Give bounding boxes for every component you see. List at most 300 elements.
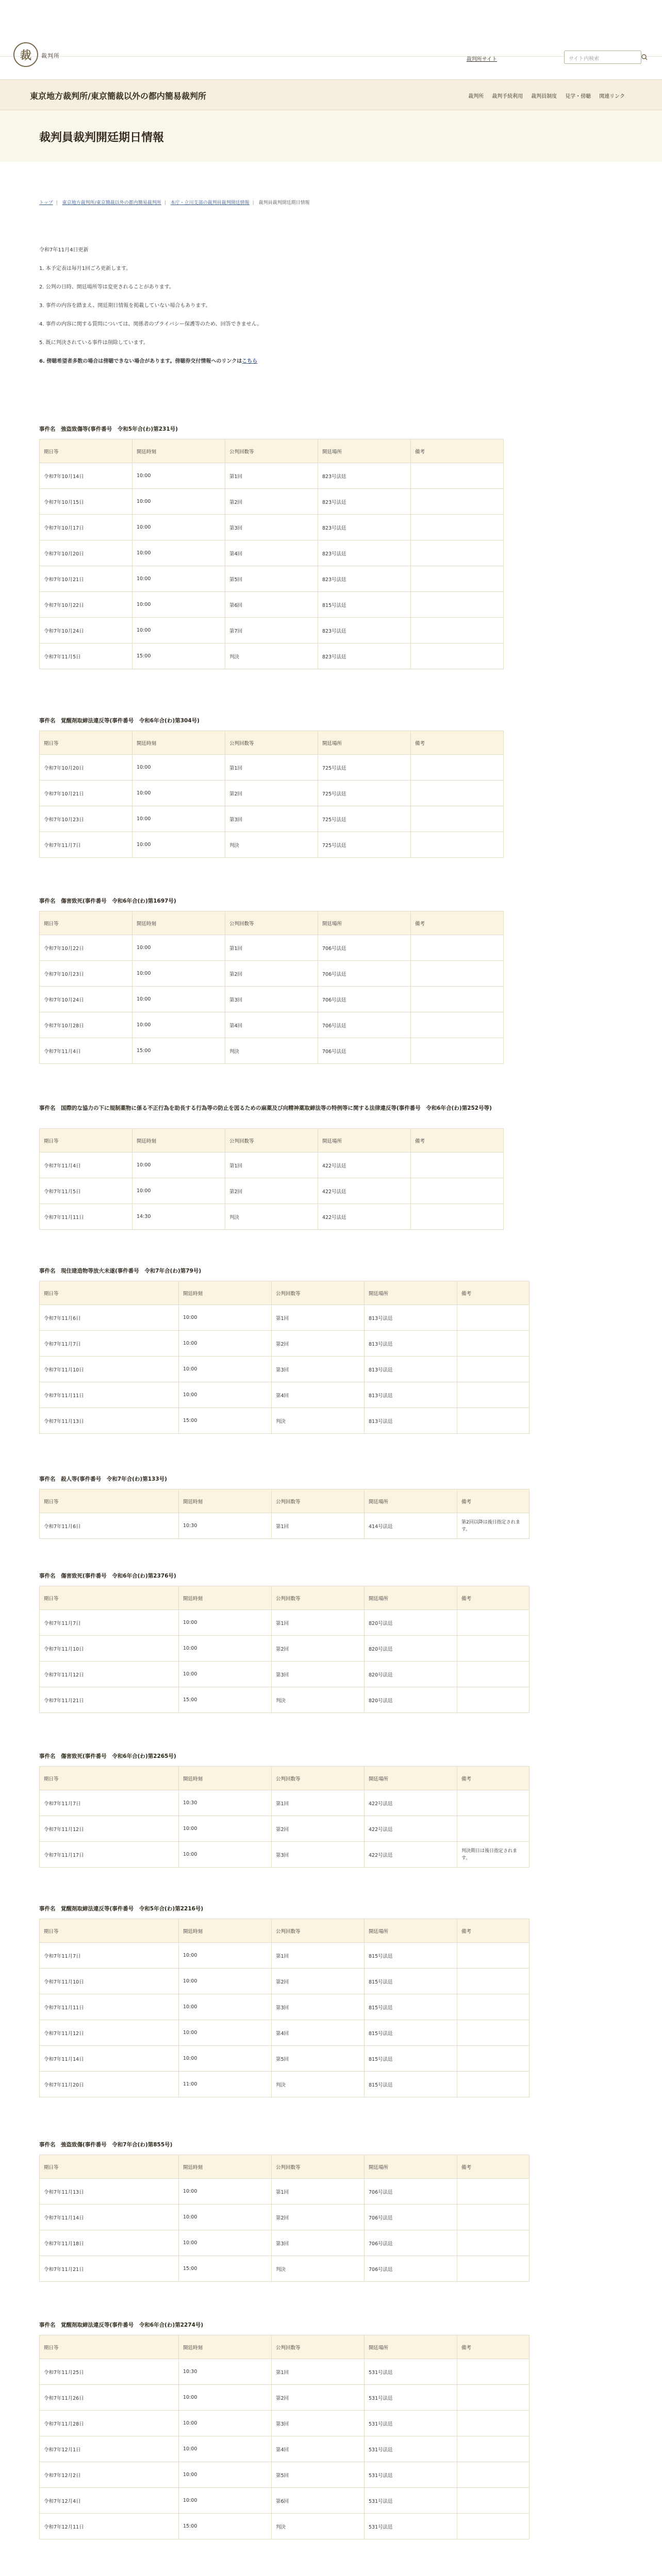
table-cell: 令和7年11月21日 (40, 2256, 179, 2282)
table-row (40, 1842, 529, 1868)
schedule-table (39, 439, 504, 669)
table-cell: 判決 (225, 832, 318, 858)
table-cell (457, 2205, 529, 2230)
case-title: 事件名 傷害致死(事件番号 令和6年合(わ)第1697号) (39, 898, 176, 904)
column-header: 開廷時刻 (133, 731, 225, 755)
column-header: 公判回数等 (272, 1919, 365, 1943)
table-cell: 令和7年11月21日 (40, 1687, 179, 1713)
table-cell: 第1回 (272, 1790, 365, 1816)
column-header: 開廷時刻 (179, 1767, 272, 1790)
column-header: 期日等 (40, 731, 133, 755)
table-cell: 823号法廷 (318, 540, 411, 566)
table-row (40, 643, 504, 669)
table-cell: 813号法廷 (365, 1408, 457, 1434)
site-title[interactable]: 東京地方裁判所/東京簡裁以外の都内簡易裁判所 (30, 91, 206, 101)
updated-date: 令和7年11月4日更新 (39, 247, 89, 253)
table-cell: 令和7年10月17日 (40, 515, 133, 540)
table-cell: 10:00 (179, 1994, 272, 2020)
table-cell: 823号法廷 (318, 643, 411, 669)
case-title: 事件名 殺人等(事件番号 令和7年合(わ)第133号) (39, 1476, 167, 1482)
table-cell: 422号法廷 (318, 1178, 411, 1204)
table-cell (457, 1943, 529, 1969)
table-cell: 815号法廷 (365, 2020, 457, 2046)
column-header: 開廷場所 (365, 2335, 457, 2359)
table-cell: 15:00 (133, 1038, 225, 1064)
column-header: 開廷場所 (318, 731, 411, 755)
table-header-row (40, 1281, 529, 1305)
table-cell: 10:00 (179, 2488, 272, 2514)
table-row (40, 1357, 529, 1382)
table-cell (411, 987, 504, 1012)
table-cell: 第3回 (272, 1357, 365, 1382)
table-cell (411, 1204, 504, 1230)
schedule-table (39, 2335, 529, 2539)
table-cell: 第3回 (272, 1662, 365, 1687)
table-cell (457, 1687, 529, 1713)
table-cell: 令和7年11月7日 (40, 1331, 179, 1357)
table-cell: 10:00 (179, 2179, 272, 2205)
table-cell: 15:00 (179, 1687, 272, 1713)
table-cell: 10:00 (179, 1331, 272, 1357)
table-row (40, 961, 504, 987)
case-title: 事件名 傷害致死(事件番号 令和6年合(わ)第2265号) (39, 1753, 176, 1759)
table-row (40, 463, 504, 489)
case-section (39, 895, 504, 1064)
table-cell (411, 1178, 504, 1204)
column-header: 開廷場所 (365, 1767, 457, 1790)
table-cell: 14:30 (133, 1204, 225, 1230)
table-header-row (40, 2155, 529, 2179)
table-cell: 531号法廷 (365, 2359, 457, 2385)
nav-item-lay-judge[interactable]: 裁判員制度 (531, 94, 557, 99)
column-header: 備考 (411, 911, 504, 935)
table-row (40, 1012, 504, 1038)
column-header: 期日等 (40, 911, 133, 935)
column-header: 公判回数等 (272, 1281, 365, 1305)
table-cell: 令和7年12月4日 (40, 2488, 179, 2514)
table-cell: 706号法廷 (365, 2205, 457, 2230)
table-cell: 第2回 (225, 961, 318, 987)
table-row (40, 1305, 529, 1331)
case-section (39, 1903, 529, 2097)
table-cell: 531号法廷 (365, 2462, 457, 2488)
table-cell (457, 2488, 529, 2514)
table-cell: 813号法廷 (365, 1382, 457, 1408)
table-cell: 414号法廷 (365, 1513, 457, 1539)
note-item: 4. 事件の内容に関する質問については、関係者のプライバシー保護等のため、回答できません。 (39, 321, 262, 327)
table-row (40, 1662, 529, 1687)
case-section (39, 1104, 627, 1230)
table-cell: 815号法廷 (365, 1969, 457, 1994)
table-cell: 815号法廷 (365, 1943, 457, 1969)
table-cell (457, 2514, 529, 2539)
case-title: 事件名 国際的な協力の下に規制薬物に係る不正行為を助長する行為等の防止を図るための麻薬及び向精神薬取締法等の特例等に関する法律違反等(事件番号 令和6年合(わ)第252号等) (39, 1105, 492, 1111)
table-cell: 813号法廷 (365, 1305, 457, 1331)
table-cell: 第6回 (272, 2488, 365, 2514)
table-cell: 10:00 (133, 592, 225, 618)
case-title: 事件名 覚醒剤取締法違反等(事件番号 令和5年合(わ)第2216号) (39, 1906, 204, 1912)
table-cell: 令和7年10月22日 (40, 592, 133, 618)
table-cell: 10:00 (179, 1842, 272, 1868)
column-header: 備考 (457, 1489, 529, 1513)
table-row (40, 2179, 529, 2205)
table-cell: 10:30 (179, 1513, 272, 1539)
table-cell: 令和7年11月18日 (40, 2230, 179, 2256)
table-cell: 10:00 (133, 781, 225, 806)
schedule-table (39, 1586, 529, 1713)
table-cell: 706号法廷 (318, 1012, 411, 1038)
table-cell: 第3回 (272, 2411, 365, 2436)
column-header: 公判回数等 (225, 439, 318, 463)
column-header: 期日等 (40, 439, 133, 463)
column-header: 備考 (457, 1586, 529, 1610)
column-header: 公判回数等 (272, 1586, 365, 1610)
table-cell: 815号法廷 (365, 2046, 457, 2072)
case-title: 事件名 覚醒剤取締法違反等(事件番号 令和6年合(わ)第2274号) (39, 2322, 204, 2328)
table-cell: 令和7年10月24日 (40, 618, 133, 643)
logo-text[interactable]: 裁判所 (41, 53, 60, 59)
table-row (40, 1610, 529, 1636)
table-cell (457, 1816, 529, 1842)
table-row (40, 781, 504, 806)
table-row (40, 1636, 529, 1662)
column-header: 開廷時刻 (133, 439, 225, 463)
table-cell: 令和7年10月15日 (40, 489, 133, 515)
table-cell: 令和7年11月11日 (40, 1382, 179, 1408)
table-cell: 10:00 (133, 987, 225, 1012)
note-item: 2. 公判の日時、開廷場所等は変更されることがあります。 (39, 284, 174, 290)
table-cell: 10:00 (179, 1382, 272, 1408)
table-row (40, 1408, 529, 1434)
table-cell: 令和7年10月21日 (40, 566, 133, 592)
table-cell: 10:00 (179, 1662, 272, 1687)
table-cell: 第2回 (272, 1816, 365, 1842)
table-cell: 令和7年10月22日 (40, 935, 133, 961)
table-row (40, 592, 504, 618)
table-row (40, 618, 504, 643)
table-cell: 令和7年11月5日 (40, 643, 133, 669)
table-row (40, 1687, 529, 1713)
table-cell: 令和7年11月4日 (40, 1153, 133, 1178)
table-cell: 10:00 (179, 1969, 272, 1994)
table-cell: 10:00 (179, 1816, 272, 1842)
table-cell: 第2回 (272, 2385, 365, 2411)
table-cell: 第4回 (272, 2436, 365, 2462)
table-header-row (40, 911, 504, 935)
table-cell: 725号法廷 (318, 755, 411, 781)
table-cell: 820号法廷 (365, 1662, 457, 1687)
table-cell: 823号法廷 (318, 515, 411, 540)
breadcrumb: トップ | 東京地方裁判所/東京簡裁以外の都内簡易裁判所 | 本庁・立川支部の裁判員裁判開廷情報 | 裁判員裁判開廷期日情報 (39, 200, 310, 206)
table-cell: 令和7年11月14日 (40, 2205, 179, 2230)
case-section (39, 423, 504, 669)
table-row (40, 566, 504, 592)
table-cell: 第2回 (225, 489, 318, 515)
table-row (40, 1790, 529, 1816)
table-cell: 令和7年10月14日 (40, 463, 133, 489)
table-row (40, 2046, 529, 2072)
column-header: 開廷時刻 (179, 1919, 272, 1943)
nav-item-court[interactable]: 裁判所 (468, 94, 484, 99)
table-row (40, 1969, 529, 1994)
table-header-row (40, 1129, 504, 1153)
table-cell (457, 1305, 529, 1331)
table-cell: 10:00 (179, 1305, 272, 1331)
table-cell (457, 2436, 529, 2462)
table-cell: 令和7年11月7日 (40, 1610, 179, 1636)
table-cell: 10:00 (179, 1610, 272, 1636)
nav-item-links[interactable]: 関連リンク (599, 94, 625, 99)
column-header: 開廷場所 (318, 439, 411, 463)
table-cell: 判決期日は後日指定されます。 (457, 1842, 529, 1868)
table-cell: 第4回 (272, 2020, 365, 2046)
table-header-row (40, 1586, 529, 1610)
column-header: 期日等 (40, 1919, 179, 1943)
court-logo-icon[interactable]: 裁 (13, 42, 38, 67)
table-cell: 15:00 (179, 2256, 272, 2282)
nav-item-procedures[interactable]: 裁判手続利用 (492, 94, 523, 99)
table-row (40, 2072, 529, 2097)
table-cell (457, 2179, 529, 2205)
table-cell: 706号法廷 (318, 935, 411, 961)
breadcrumb-court[interactable]: 東京地方裁判所/東京簡裁以外の都内簡易裁判所 (62, 200, 161, 206)
table-cell (457, 2046, 529, 2072)
table-cell: 10:00 (179, 2020, 272, 2046)
table-cell: 第4回 (225, 1012, 318, 1038)
table-cell: 10:00 (179, 2385, 272, 2411)
note-item-ticket (39, 352, 606, 371)
schedule-table (39, 1919, 529, 2097)
column-header: 開廷場所 (365, 2155, 457, 2179)
table-header-row (40, 1919, 529, 1943)
table-cell: 第4回 (272, 1382, 365, 1408)
note-item: 5. 既に判決されている事件は削除しています。 (39, 340, 148, 346)
table-cell: 10:00 (133, 489, 225, 515)
table-row (40, 1943, 529, 1969)
column-header: 公判回数等 (272, 2335, 365, 2359)
table-cell: 第3回 (272, 1994, 365, 2020)
table-cell: 令和7年10月20日 (40, 755, 133, 781)
table-cell: 815号法廷 (365, 1994, 457, 2020)
table-cell: 706号法廷 (318, 961, 411, 987)
table-cell: 令和7年11月7日 (40, 1790, 179, 1816)
table-cell: 第5回 (225, 566, 318, 592)
table-row (40, 2411, 529, 2436)
table-cell: 823号法廷 (318, 566, 411, 592)
table-cell: 判決 (272, 1687, 365, 1713)
column-header: 開廷時刻 (133, 1129, 225, 1153)
table-cell (457, 1382, 529, 1408)
table-cell: 判決 (225, 643, 318, 669)
table-cell: 10:30 (179, 2359, 272, 2385)
schedule-table (39, 1281, 529, 1434)
table-cell (411, 961, 504, 987)
table-cell (457, 1357, 529, 1382)
schedule-table (39, 1766, 529, 1868)
global-nav (468, 92, 625, 99)
case-title: 事件名 強盗致傷等(事件番号 令和5年合(わ)第231号) (39, 426, 178, 432)
table-cell (411, 489, 504, 515)
table-cell (411, 540, 504, 566)
table-cell: 令和7年10月20日 (40, 540, 133, 566)
breadcrumb-current: 裁判員裁判開廷期日情報 (258, 200, 310, 206)
table-cell (411, 566, 504, 592)
table-cell: 10:00 (133, 832, 225, 858)
table-cell (457, 1662, 529, 1687)
column-header: 開廷時刻 (179, 1586, 272, 1610)
table-cell: 第3回 (225, 987, 318, 1012)
table-cell: 10:00 (179, 2046, 272, 2072)
column-header: 公判回数等 (272, 1767, 365, 1790)
table-cell: 令和7年11月28日 (40, 2411, 179, 2436)
column-header: 期日等 (40, 1489, 179, 1513)
table-row (40, 987, 504, 1012)
table-cell: 第2回 (225, 1178, 318, 1204)
breadcrumb-info[interactable]: 本庁・立川支部の裁判員裁判開廷情報 (170, 200, 250, 206)
table-cell: 令和7年11月10日 (40, 1357, 179, 1382)
column-header: 備考 (411, 1129, 504, 1153)
table-cell: 第1回 (225, 463, 318, 489)
table-cell: 815号法廷 (318, 592, 411, 618)
table-cell (411, 618, 504, 643)
search-icon[interactable] (640, 50, 649, 64)
table-cell (457, 1790, 529, 1816)
table-cell: 判決 (225, 1038, 318, 1064)
table-cell: 422号法廷 (365, 1842, 457, 1868)
table-cell (411, 643, 504, 669)
table-cell (457, 2020, 529, 2046)
search-input[interactable]: サイト内検索 (564, 50, 641, 64)
table-cell: 第2回 (272, 1636, 365, 1662)
table-cell (457, 1331, 529, 1357)
table-cell (457, 2230, 529, 2256)
table-cell (411, 755, 504, 781)
table-cell: 令和7年11月13日 (40, 2179, 179, 2205)
table-cell: 725号法廷 (318, 781, 411, 806)
table-cell (457, 2385, 529, 2411)
table-cell: 531号法廷 (365, 2436, 457, 2462)
table-cell: 10:00 (179, 1636, 272, 1662)
table-cell: 第1回 (225, 1153, 318, 1178)
column-header: 公判回数等 (225, 1129, 318, 1153)
table-row (40, 489, 504, 515)
court-site-link[interactable]: 裁判所サイト (466, 57, 497, 62)
table-cell: 706号法廷 (365, 2230, 457, 2256)
column-header: 備考 (457, 1919, 529, 1943)
table-cell: 第1回 (225, 935, 318, 961)
table-cell: 第3回 (272, 1842, 365, 1868)
table-cell (411, 463, 504, 489)
table-cell: 第2回 (272, 1331, 365, 1357)
table-cell: 令和7年11月10日 (40, 1636, 179, 1662)
table-cell: 706号法廷 (365, 2256, 457, 2282)
table-cell: 10:00 (133, 935, 225, 961)
table-cell: 第1回 (272, 1513, 365, 1539)
ticket-info-link[interactable]: こちら (242, 359, 258, 364)
table-row (40, 935, 504, 961)
table-cell: 10:00 (133, 566, 225, 592)
table-cell: 第1回 (225, 755, 318, 781)
table-cell: 判決 (272, 2256, 365, 2282)
table-cell: 823号法廷 (318, 618, 411, 643)
table-row (40, 515, 504, 540)
table-row (40, 1994, 529, 2020)
table-cell: 10:00 (133, 1178, 225, 1204)
column-header: 開廷時刻 (179, 1281, 272, 1305)
table-cell: 820号法廷 (365, 1610, 457, 1636)
table-row (40, 806, 504, 832)
table-cell (457, 2256, 529, 2282)
table-cell: 813号法廷 (365, 1331, 457, 1357)
case-section (39, 2319, 529, 2539)
table-cell: 第3回 (225, 806, 318, 832)
column-header: 備考 (457, 2335, 529, 2359)
column-header: 公判回数等 (272, 2155, 365, 2179)
table-row (40, 2436, 529, 2462)
table-cell: 823号法廷 (318, 489, 411, 515)
table-cell: 11:00 (179, 2072, 272, 2097)
nav-item-visit[interactable]: 見学・傍聴 (565, 94, 591, 99)
table-cell: 令和7年11月4日 (40, 1038, 133, 1064)
table-cell: 令和7年11月12日 (40, 2020, 179, 2046)
column-header: 期日等 (40, 1281, 179, 1305)
table-cell: 令和7年11月6日 (40, 1305, 179, 1331)
table-cell: 813号法廷 (365, 1357, 457, 1382)
table-cell: 531号法廷 (365, 2385, 457, 2411)
table-row (40, 1153, 504, 1178)
table-row (40, 1204, 504, 1230)
column-header: 期日等 (40, 2155, 179, 2179)
table-row (40, 2514, 529, 2539)
table-cell: 令和7年11月12日 (40, 1662, 179, 1687)
table-cell: 令和7年11月7日 (40, 1943, 179, 1969)
case-title: 事件名 現住建造物等放火未遂(事件番号 令和7年合(わ)第79号) (39, 1268, 202, 1274)
case-title: 事件名 覚醒剤取締法違反等(事件番号 令和6年合(わ)第304号) (39, 718, 200, 724)
column-header: 開廷場所 (365, 1586, 457, 1610)
table-cell: 令和7年10月23日 (40, 961, 133, 987)
table-cell: 815号法廷 (365, 2072, 457, 2097)
table-row (40, 1038, 504, 1064)
table-cell: 10:00 (133, 515, 225, 540)
table-cell: 令和7年11月5日 (40, 1178, 133, 1204)
table-cell: 422号法廷 (365, 1816, 457, 1842)
table-cell: 令和7年12月11日 (40, 2514, 179, 2539)
column-header: 備考 (457, 2155, 529, 2179)
table-cell: 10:00 (133, 755, 225, 781)
table-cell: 判決 (272, 2514, 365, 2539)
table-cell: 令和7年11月17日 (40, 1842, 179, 1868)
table-cell: 令和7年10月28日 (40, 1012, 133, 1038)
table-cell (411, 1153, 504, 1178)
table-cell: 10:00 (179, 2230, 272, 2256)
table-row (40, 540, 504, 566)
table-row (40, 2462, 529, 2488)
table-cell: 10:00 (179, 2436, 272, 2462)
table-cell: 令和7年11月20日 (40, 2072, 179, 2097)
table-cell: 第3回 (272, 2230, 365, 2256)
breadcrumb-top[interactable]: トップ (39, 200, 53, 206)
table-cell: 422号法廷 (318, 1153, 411, 1178)
column-header: 備考 (411, 439, 504, 463)
schedule-table (39, 911, 504, 1064)
table-cell: 10:00 (133, 1012, 225, 1038)
table-cell (457, 1969, 529, 1994)
table-cell: 令和7年10月24日 (40, 987, 133, 1012)
page-title: 裁判員裁判開廷期日情報 (39, 131, 164, 144)
table-cell: 820号法廷 (365, 1687, 457, 1713)
column-header: 開廷場所 (318, 911, 411, 935)
table-row (40, 2256, 529, 2282)
